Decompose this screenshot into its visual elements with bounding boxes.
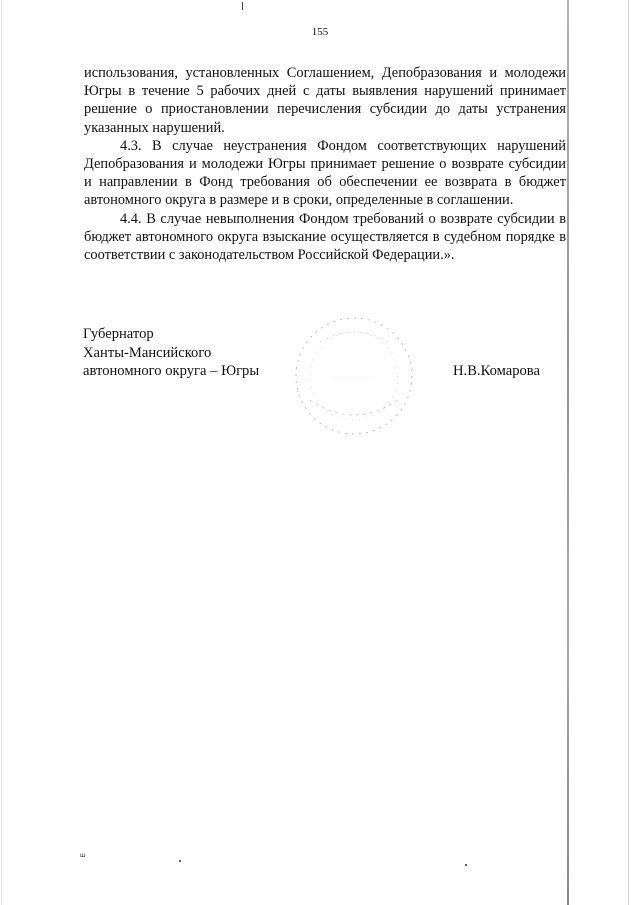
scan-dot (179, 860, 181, 862)
page-number: 155 (311, 26, 329, 38)
signature-position-line: Губернатор (83, 326, 154, 342)
signatory-name: Н.В.Комарова (453, 363, 540, 379)
signature-position-line: Ханты-Мансийского (83, 344, 212, 361)
signature-position-line: автономного округа – Югры (83, 363, 260, 379)
scan-artifact-mark (242, 2, 243, 10)
paragraph-4-3: 4.3. В случае неустранения Фондом соответствующих нарушений Депобразования и молодежи Югры принимает решение о возврате субсидии и направлении в Фонд требования об обеспечении ее возврата в бюджет автономного округа в размере и в сроки, определенные в соглашении. (84, 137, 566, 209)
scan-edge-outer (628, 0, 629, 905)
scan-edge-left (1, 0, 2, 905)
document-body (84, 64, 566, 264)
footer-mark: ш (80, 852, 86, 859)
paragraph-continuation: использования, установленных Соглашением, Депобразования и молодежи Югры в течение 5 рабочих дней с даты выявления нарушений принимает решение о приостановлении перечисления субсидии до даты устранения указанных нарушений. (84, 65, 566, 136)
official-seal-stamp (290, 312, 418, 440)
signature-position (83, 325, 259, 381)
scan-edge-right (567, 0, 569, 905)
scan-dot (465, 864, 467, 866)
paragraph-4-4: 4.4. В случае невыполнения Фондом требований о возврате субсидии в бюджет автономного округа взыскание осуществляется в судебном порядке в соответствии с законодательством Российской Федерации.». (84, 210, 566, 264)
